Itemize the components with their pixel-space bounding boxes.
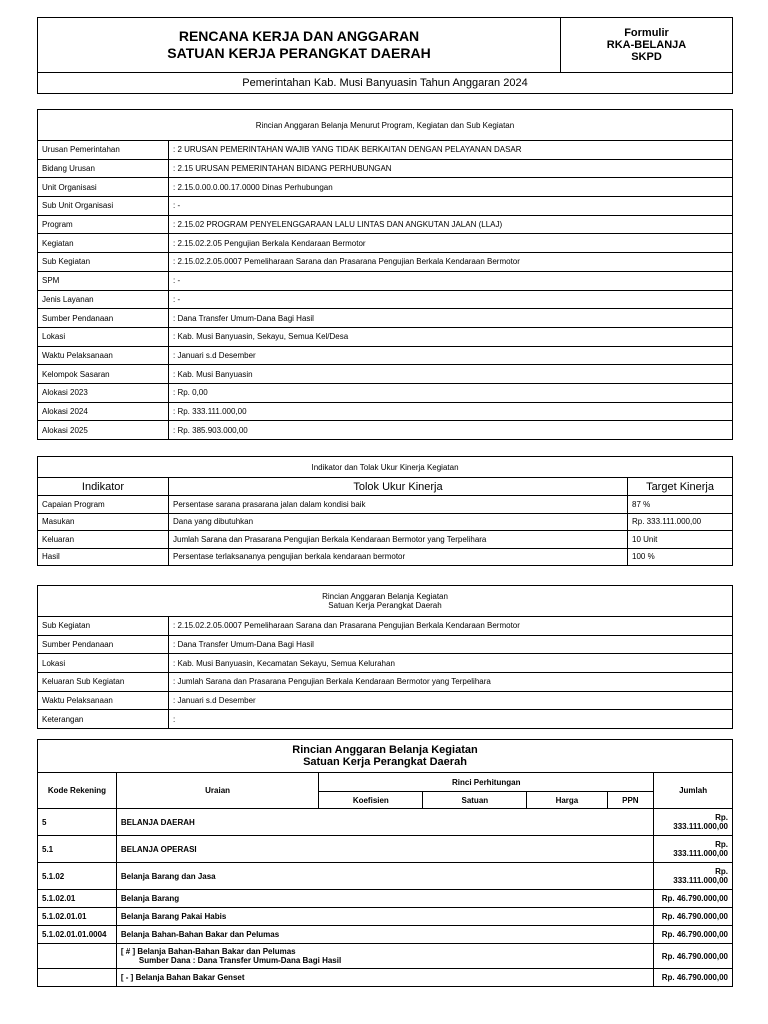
indikator-row <box>38 531 733 549</box>
kode-rekening-cell: 5.1.02.01 <box>38 890 117 908</box>
jumlah-amount: Rp. 46.790.000,00 <box>661 930 728 939</box>
uraian-cell <box>116 863 653 890</box>
detail-value: : Dana Transfer Umum-Dana Bagi Hasil <box>169 635 733 654</box>
program-detail-row <box>38 365 733 384</box>
rincian-anggaran-table <box>37 739 733 987</box>
program-detail-row <box>38 402 733 421</box>
uraian-text: Belanja Bahan-Bahan Bakar dan Pelumas <box>120 930 280 939</box>
ppn-header: PPN <box>607 792 654 809</box>
jumlah-currency: Rp. <box>715 867 728 876</box>
detail-value: : <box>169 710 733 729</box>
program-detail-row <box>38 141 733 160</box>
jumlah-cell <box>654 863 733 890</box>
jumlah-cell <box>654 836 733 863</box>
uraian-text: BELANJA OPERASI <box>120 844 197 854</box>
detail-label: Waktu Pelaksanaan <box>38 346 169 365</box>
uraian-header: Uraian <box>116 773 318 809</box>
program-detail-row <box>38 178 733 197</box>
kode-rekening-cell: 5.1 <box>38 836 117 863</box>
kegiatan-detail-row <box>38 654 733 673</box>
program-detail-row <box>38 215 733 234</box>
indikator-row <box>38 496 733 514</box>
target-cell: Rp. 333.111.000,00 <box>628 513 733 531</box>
detail-value: : Dana Transfer Umum-Dana Bagi Hasil <box>169 309 733 328</box>
indikator-row <box>38 548 733 566</box>
jumlah-cell <box>654 809 733 836</box>
kegiatan-section-title <box>38 586 733 617</box>
jumlah-cell <box>654 944 733 969</box>
jumlah-amount: 333.111.000,00 <box>673 876 728 885</box>
detail-label: Jenis Layanan <box>38 290 169 309</box>
detail-label: SPM <box>38 271 169 290</box>
detail-label: Sumber Pendanaan <box>38 635 169 654</box>
uraian-text: [ # ] Belanja Bahan-Bahan Bakar dan Pelumas <box>120 947 296 956</box>
detail-value: : 2.15.02.2.05.0007 Pemeliharaan Sarana dan Prasarana Pengujian Berkala Kendaraan Bermotor <box>169 253 733 272</box>
detail-value: : - <box>169 290 733 309</box>
detail-label: Kelompok Sasaran <box>38 365 169 384</box>
rincian-section-title <box>38 740 733 773</box>
indikator-row <box>38 513 733 531</box>
target-cell: 100 % <box>628 548 733 566</box>
jumlah-amount: 333.111.000,00 <box>673 849 728 858</box>
detail-value: : 2 URUSAN PEMERINTAHAN WAJIB YANG TIDAK BERKAITAN DENGAN PELAYANAN DASAR <box>169 141 733 160</box>
indikator-cell: Capaian Program <box>38 496 169 514</box>
detail-value: : Rp. 333.111.000,00 <box>169 402 733 421</box>
detail-label: Sumber Pendanaan <box>38 309 169 328</box>
program-detail-row <box>38 234 733 253</box>
uraian-cell <box>116 969 653 987</box>
kegiatan-detail-row <box>38 635 733 654</box>
detail-value: : Kab. Musi Banyuasin, Kecamatan Sekayu, Semua Kelurahan <box>169 654 733 673</box>
detail-value: : Kab. Musi Banyuasin <box>169 365 733 384</box>
jumlah-amount: Rp. 46.790.000,00 <box>661 973 728 982</box>
target-cell: 87 % <box>628 496 733 514</box>
kode-rekening-cell <box>38 944 117 969</box>
detail-label: Alokasi 2023 <box>38 383 169 402</box>
jumlah-amount: 333.111.000,00 <box>673 822 728 831</box>
jumlah-currency: Rp. <box>715 813 728 822</box>
detail-value: : Januari s.d Desember <box>169 346 733 365</box>
uraian-text: BELANJA DAERAH <box>120 817 195 827</box>
rincian-row <box>38 890 733 908</box>
detail-value: : 2.15 URUSAN PEMERINTAHAN BIDANG PERHUBUNGAN <box>169 159 733 178</box>
detail-label: Alokasi 2025 <box>38 421 169 440</box>
rincian-row <box>38 908 733 926</box>
target-col-header: Target Kinerja <box>628 478 733 496</box>
indikator-section-title: Indikator dan Tolak Ukur Kinerja Kegiatan <box>38 457 733 478</box>
detail-label: Sub Unit Organisasi <box>38 197 169 216</box>
jumlah-amount: Rp. 46.790.000,00 <box>661 951 728 961</box>
program-detail-row <box>38 327 733 346</box>
jumlah-cell <box>654 908 733 926</box>
kegiatan-detail-row <box>38 673 733 692</box>
form-code: RKA-BELANJA <box>606 39 687 51</box>
document-title-cell <box>38 18 561 73</box>
program-detail-row <box>38 421 733 440</box>
program-detail-row <box>38 197 733 216</box>
detail-label: Unit Organisasi <box>38 178 169 197</box>
uraian-text: [ - ] Belanja Bahan Bakar Genset <box>120 973 245 982</box>
tolok-ukur-cell: Dana yang dibutuhkan <box>169 513 628 531</box>
rinci-perhitungan-header: Rinci Perhitungan <box>319 773 654 792</box>
target-cell: 10 Unit <box>628 531 733 549</box>
uraian-text: Belanja Barang dan Jasa <box>120 871 216 881</box>
kegiatan-title-line2: Satuan Kerja Perangkat Daerah <box>328 601 442 610</box>
detail-value: : Kab. Musi Banyuasin, Sekayu, Semua Kel/Desa <box>169 327 733 346</box>
detail-label: Bidang Urusan <box>38 159 169 178</box>
tolok-ukur-cell: Persentase terlaksananya pengujian berkala kendaraan bermotor <box>169 548 628 566</box>
harga-header: Harga <box>527 792 607 809</box>
kegiatan-detail-table <box>37 585 733 729</box>
detail-label: Sub Kegiatan <box>38 617 169 636</box>
kode-rekening-cell <box>38 969 117 987</box>
program-detail-row <box>38 253 733 272</box>
detail-value: : Rp. 0,00 <box>169 383 733 402</box>
document-subtitle: Pemerintahan Kab. Musi Banyuasin Tahun Anggaran 2024 <box>38 73 733 94</box>
form-unit: SKPD <box>631 51 662 63</box>
jumlah-header: Jumlah <box>654 773 733 809</box>
detail-label: Alokasi 2024 <box>38 402 169 421</box>
rincian-row <box>38 863 733 890</box>
form-label: Formulir <box>624 27 669 39</box>
program-detail-row <box>38 271 733 290</box>
jumlah-cell <box>654 926 733 944</box>
koefisien-header: Koefisien <box>319 792 423 809</box>
detail-label: Keterangan <box>38 710 169 729</box>
tolok-ukur-col-header: Tolok Ukur Kinerja <box>169 478 628 496</box>
kode-rekening-cell: 5.1.02 <box>38 863 117 890</box>
detail-label: Sub Kegiatan <box>38 253 169 272</box>
sumber-dana-text: Sumber Dana : Dana Transfer Umum-Dana Bagi Hasil <box>138 956 342 965</box>
kegiatan-detail-row <box>38 617 733 636</box>
detail-label: Waktu Pelaksanaan <box>38 691 169 710</box>
tolok-ukur-cell: Persentase sarana prasarana jalan dalam kondisi baik <box>169 496 628 514</box>
indikator-table <box>37 456 733 566</box>
indikator-cell: Masukan <box>38 513 169 531</box>
rincian-title-line2: Satuan Kerja Perangkat Daerah <box>303 756 467 768</box>
kode-rekening-header: Kode Rekening <box>38 773 117 809</box>
rincian-row <box>38 969 733 987</box>
uraian-cell <box>116 926 653 944</box>
rincian-row <box>38 836 733 863</box>
indikator-col-header: Indikator <box>38 478 169 496</box>
kegiatan-detail-row <box>38 691 733 710</box>
kode-rekening-cell: 5.1.02.01.01 <box>38 908 117 926</box>
kegiatan-detail-row <box>38 710 733 729</box>
kode-rekening-cell: 5 <box>38 809 117 836</box>
jumlah-currency: Rp. <box>715 840 728 849</box>
satuan-header: Satuan <box>423 792 527 809</box>
document-title-line2: SATUAN KERJA PERANGKAT DAERAH <box>167 45 431 61</box>
detail-label: Lokasi <box>38 327 169 346</box>
detail-label: Program <box>38 215 169 234</box>
tolok-ukur-cell: Jumlah Sarana dan Prasarana Pengujian Berkala Kendaraan Bermotor yang Terpelihara <box>169 531 628 549</box>
detail-value: : - <box>169 197 733 216</box>
program-detail-row <box>38 383 733 402</box>
program-detail-row <box>38 309 733 328</box>
detail-label: Kegiatan <box>38 234 169 253</box>
uraian-text: Belanja Barang <box>120 894 180 903</box>
jumlah-amount: Rp. 46.790.000,00 <box>661 894 728 903</box>
jumlah-cell <box>654 890 733 908</box>
uraian-cell <box>116 890 653 908</box>
detail-value: : 2.15.02 PROGRAM PENYELENGGARAAN LALU LINTAS DAN ANGKUTAN JALAN (LLAJ) <box>169 215 733 234</box>
detail-value: : Januari s.d Desember <box>169 691 733 710</box>
program-detail-row <box>38 346 733 365</box>
detail-value: : 2.15.02.2.05.0007 Pemeliharaan Sarana dan Prasarana Pengujian Berkala Kendaraan Bermotor <box>169 617 733 636</box>
indikator-cell: Hasil <box>38 548 169 566</box>
program-detail-row <box>38 290 733 309</box>
detail-label: Lokasi <box>38 654 169 673</box>
kode-rekening-cell: 5.1.02.01.01.0004 <box>38 926 117 944</box>
detail-value: : Jumlah Sarana dan Prasarana Pengujian Berkala Kendaraan Bermotor yang Terpelihara <box>169 673 733 692</box>
detail-value: : 2.15.02.2.05 Pengujian Berkala Kendaraan Bermotor <box>169 234 733 253</box>
detail-value: : 2.15.0.00.0.00.17.0000 Dinas Perhubungan <box>169 178 733 197</box>
detail-label: Urusan Pemerintahan <box>38 141 169 160</box>
indikator-cell: Keluaran <box>38 531 169 549</box>
kegiatan-title-line1: Rincian Anggaran Belanja Kegiatan <box>322 592 448 601</box>
form-code-cell <box>561 18 733 73</box>
rincian-row <box>38 926 733 944</box>
rincian-row <box>38 809 733 836</box>
jumlah-cell <box>654 969 733 987</box>
uraian-cell <box>116 836 653 863</box>
program-detail-row <box>38 159 733 178</box>
uraian-cell <box>116 944 653 969</box>
rincian-row <box>38 944 733 969</box>
program-detail-table <box>37 109 733 440</box>
detail-value: : Rp. 385.903.000,00 <box>169 421 733 440</box>
form-header <box>37 17 733 94</box>
uraian-cell <box>116 809 653 836</box>
document-title-line1: RENCANA KERJA DAN ANGGARAN <box>178 28 420 44</box>
detail-value: : - <box>169 271 733 290</box>
detail-label: Keluaran Sub Kegiatan <box>38 673 169 692</box>
uraian-cell <box>116 908 653 926</box>
uraian-text: Belanja Barang Pakai Habis <box>120 912 227 921</box>
program-section-title: Rincian Anggaran Belanja Menurut Program, Kegiatan dan Sub Kegiatan <box>38 110 733 141</box>
rincian-title-line1: Rincian Anggaran Belanja Kegiatan <box>292 744 478 756</box>
jumlah-amount: Rp. 46.790.000,00 <box>661 912 728 921</box>
